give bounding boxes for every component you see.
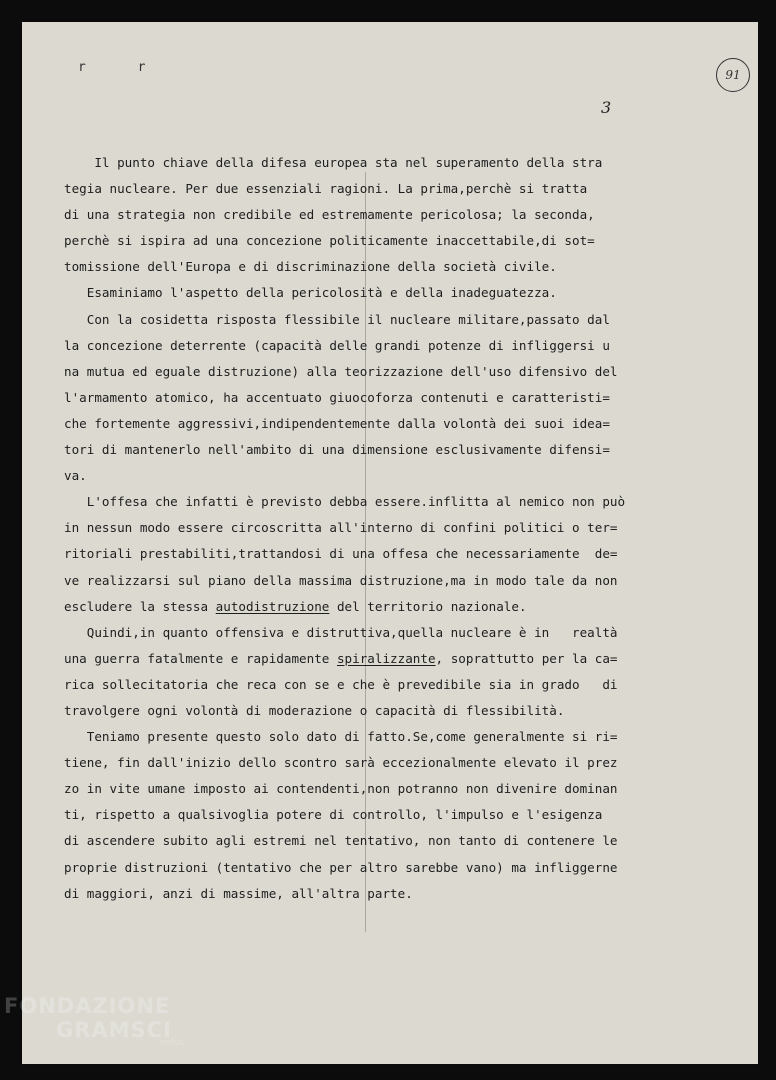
text-line (64, 776, 744, 802)
text-segment: di una strategia non credibile ed estremamente pericolosa; la seconda, (64, 207, 595, 223)
text-line (64, 176, 744, 202)
text-line (64, 568, 744, 594)
text-line (64, 881, 744, 907)
text-line (64, 724, 744, 750)
page-number: 3 (601, 98, 612, 117)
text-line (64, 489, 744, 515)
text-line (64, 437, 744, 463)
text-line (64, 855, 744, 881)
text-segment: tegia nucleare. Per due essenziali ragioni. La prima,perchè si tratta (64, 181, 588, 197)
text-segment: , soprattutto per la ca= (435, 650, 618, 666)
watermark-line-1: FONDAZIONE (4, 994, 171, 1018)
text-line (64, 515, 744, 541)
text-segment: rica sollecitatoria che reca con se e che è prevedibile sia in grado di (64, 676, 618, 692)
text-line (64, 463, 744, 489)
archive-page-number-text: 91 (725, 68, 741, 82)
text-segment: una guerra fatalmente e rapidamente (64, 650, 337, 666)
text-line (64, 359, 744, 385)
text-segment: ti, rispetto a qualsivoglia potere di controllo, l'impulso e l'esigenza (64, 807, 603, 823)
text-line (64, 698, 744, 724)
archive-page-number (716, 58, 750, 92)
text-line (64, 646, 744, 672)
text-line (64, 150, 744, 176)
text-segment: ve realizzarsi sul piano della massima distruzione,ma in modo tale da non (64, 572, 618, 588)
underlined-text: spiralizzante (336, 650, 436, 666)
text-line (64, 280, 744, 306)
text-line (64, 594, 744, 620)
text-segment: di maggiori, anzi di massime, all'altra parte. (64, 885, 413, 901)
text-segment: tiene, fin dall'inizio dello scontro sarà eccezionalmente elevato il prez (64, 755, 618, 771)
text-line (64, 385, 744, 411)
text-line (64, 411, 744, 437)
text-segment: del territorio nazionale. (329, 598, 527, 614)
text-segment: Esaminiamo l'aspetto della pericolosità e della inadeguatezza. (64, 285, 557, 301)
text-segment: zo in vite umane imposto ai contendenti,non potranno non divenire dominan (64, 781, 618, 797)
watermark-line-2: GRAMSCI (56, 1018, 172, 1042)
text-segment: Con la cosidetta risposta flessibile il nucleare militare,passato dal (64, 311, 610, 327)
text-segment: na mutua ed eguale distruzione) alla teorizzazione dell'uso difensivo del (64, 363, 618, 379)
text-line (64, 672, 744, 698)
text-segment: in nessun modo essere circoscritta all'interno di confini politici o ter= (64, 520, 618, 536)
text-line (64, 541, 744, 567)
text-line (64, 828, 744, 854)
text-segment: L'offesa che infatti è previsto debba essere.inflitta al nemico non può (64, 494, 626, 510)
text-line (64, 307, 744, 333)
text-segment: di ascendere subito agli estremi nel tentativo, non tanto di contenere le (64, 833, 618, 849)
handwritten-marks: r r (78, 60, 168, 75)
text-segment: escludere la stessa (64, 598, 216, 614)
text-line (64, 333, 744, 359)
text-line (64, 228, 744, 254)
text-segment: l'armamento atomico, ha accentuato giuocoforza contenuti e caratteristi= (64, 389, 610, 405)
text-segment: Quindi,in quanto offensiva e distruttiva,quella nucleare è in realtà (64, 624, 618, 640)
watermark-line-3: onlus (160, 1038, 185, 1048)
text-segment: tomissione dell'Europa e di discriminazione della società civile. (64, 259, 557, 275)
document-body (64, 150, 744, 907)
text-segment: travolgere ogni volontà di moderazione o capacità di flessibilità. (64, 702, 565, 718)
text-segment: tori di mantenerlo nell'ambito di una dimensione esclusivamente difensi= (64, 442, 610, 458)
text-segment: proprie distruzioni (tentativo che per altro sarebbe vano) ma infliggerne (64, 859, 618, 875)
fondazione-gramsci-watermark (4, 996, 184, 1048)
text-segment: ritoriali prestabiliti,trattandosi di una offesa che necessariamente de= (64, 546, 618, 562)
text-line (64, 254, 744, 280)
underlined-text: autodistruzione (215, 598, 330, 614)
text-segment: va. (64, 468, 87, 484)
text-segment: perchè si ispira ad una concezione politicamente inaccettabile,di sot= (64, 233, 595, 249)
text-segment: Teniamo presente questo solo dato di fatto.Se,come generalmente si ri= (64, 729, 618, 745)
text-line (64, 802, 744, 828)
text-line (64, 750, 744, 776)
text-segment: che fortemente aggressivi,indipendentemente dalla volontà dei suoi idea= (64, 415, 610, 431)
text-line (64, 620, 744, 646)
text-segment: Il punto chiave della difesa europea sta nel superamento della stra (64, 155, 603, 170)
text-segment: la concezione deterrente (capacità delle grandi potenze di infliggersi u (64, 337, 610, 353)
text-line (64, 202, 744, 228)
